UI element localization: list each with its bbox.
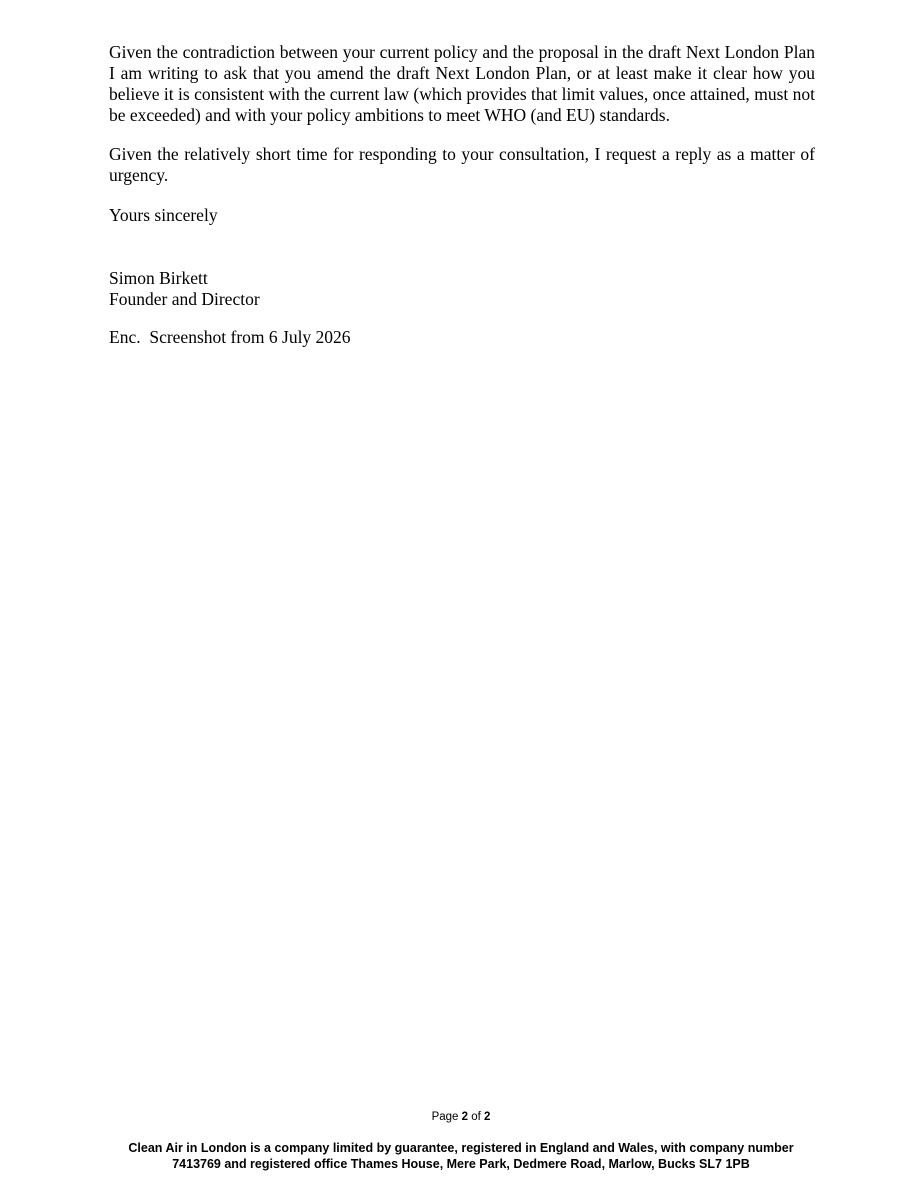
closing-salutation: Yours sincerely <box>109 205 218 225</box>
footer-line-2: 7413769 and registered office Thames House, Mere Park, Dedmere Road, Marlow, Bucks SL7 1PB <box>172 1157 750 1171</box>
page-number-total: 2 <box>484 1111 491 1123</box>
signature-block <box>109 268 815 310</box>
signatory-title: Founder and Director <box>109 289 260 309</box>
page-number-prefix: Page <box>431 1111 459 1123</box>
enclosure-note: Enc. Screenshot from 6 July 2026 <box>109 327 351 347</box>
page-number-separator: of <box>471 1111 481 1123</box>
company-footer <box>0 1140 922 1172</box>
letter-body <box>109 42 815 348</box>
page-number <box>0 1110 922 1124</box>
signatory-name: Simon Birkett <box>109 268 208 288</box>
footer-line-1: Clean Air in London is a company limited by guarantee, registered in England and Wales, with company number <box>128 1141 794 1155</box>
body-paragraph-1: Given the contradiction between your current policy and the proposal in the draft Next London Plan I am writing to ask that you amend the draft Next London Plan, or at least make it clear how you believe it is consistent with the current law (which provides that limit values, once attained, must not be exceeded) and with your policy ambitions to meet WHO (and EU) standards. <box>109 42 815 125</box>
body-paragraph-2: Given the relatively short time for responding to your consultation, I request a reply as a matter of urgency. <box>109 144 815 185</box>
page-number-current: 2 <box>461 1111 469 1123</box>
